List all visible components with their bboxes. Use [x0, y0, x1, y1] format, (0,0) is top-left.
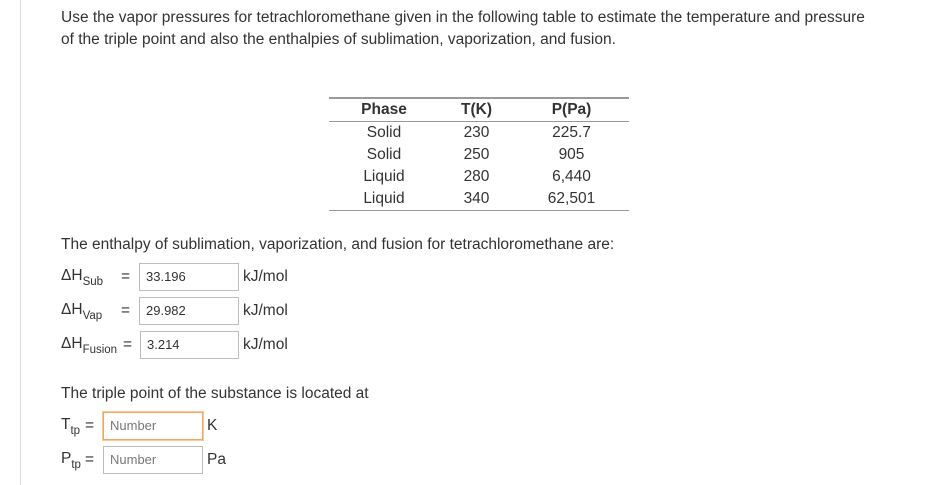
- table-header-row: [329, 98, 629, 122]
- triple-point-pressure-unit: Pa: [207, 451, 226, 468]
- enthalpy-heading: The enthalpy of sublimation, vaporization, and fusion for tetrachloromethane are:: [61, 236, 615, 253]
- question-text: [61, 7, 911, 51]
- triple-point-pressure-label: $P_{tp}$: [61, 449, 81, 471]
- table-row: [329, 122, 629, 145]
- enthalpy-sublimation-label: $\Delta H_{Sub}$: [61, 266, 104, 288]
- cell-pressure: 905: [558, 146, 585, 163]
- triple-point-pressure-input[interactable]: Number: [103, 446, 203, 474]
- enthalpy-fusion-input[interactable]: 3.214: [140, 331, 239, 359]
- enthalpy-fusion-unit: kJ/mol: [243, 336, 288, 353]
- header-phase: Phase: [329, 98, 439, 122]
- table-row: [329, 144, 629, 166]
- triple-point-pressure-row: [61, 445, 226, 475]
- vapor-pressure-table: [329, 97, 629, 211]
- cell-phase: Liquid: [329, 188, 439, 211]
- table-row: [329, 166, 629, 188]
- equals-sign: =: [85, 451, 95, 468]
- equals-sign: =: [85, 417, 95, 434]
- cell-pressure: 62,501: [514, 188, 629, 211]
- enthalpy-vaporization-unit: kJ/mol: [243, 302, 288, 319]
- triple-point-temperature-input[interactable]: Number: [103, 412, 203, 440]
- enthalpy-fusion-row: [61, 330, 288, 360]
- enthalpy-sublimation-input[interactable]: 33.196: [139, 263, 239, 291]
- cell-temperature: 280: [463, 168, 490, 185]
- enthalpy-vaporization-row: [61, 296, 288, 326]
- triple-point-heading: The triple point of the substance is located at: [61, 385, 369, 402]
- cell-pressure: 225.7: [552, 124, 591, 141]
- question-line-2: of the triple point and also the enthalpies of sublimation, vaporization, and fusion.: [61, 31, 616, 48]
- triple-point-temperature-label: $T_{tp}$: [61, 415, 81, 437]
- enthalpy-vaporization-input[interactable]: 29.982: [139, 297, 239, 325]
- header-temperature: T(K): [439, 98, 514, 122]
- equals-sign: =: [121, 302, 131, 319]
- triple-point-temperature-row: [61, 411, 217, 441]
- enthalpy-fusion-label: $\Delta H_{Fusion}$: [61, 334, 118, 356]
- enthalpy-sublimation-unit: kJ/mol: [243, 268, 288, 285]
- cell-phase: Solid: [366, 124, 402, 141]
- cell-phase: Solid: [366, 146, 402, 163]
- enthalpy-vaporization-label: $\Delta H_{Vap}$: [61, 300, 103, 322]
- question-line-1: Use the vapor pressures for tetrachloromethane given in the following table to estimate the temperature and pressure: [61, 9, 865, 26]
- enthalpy-sublimation-row: [61, 262, 288, 292]
- cell-temperature: 230: [463, 124, 490, 141]
- equals-sign: =: [121, 268, 131, 285]
- cell-phase: Liquid: [363, 168, 405, 185]
- table-row: [329, 188, 629, 211]
- header-pressure: P(Pa): [514, 98, 629, 122]
- triple-point-temperature-unit: K: [207, 417, 218, 434]
- cell-pressure: 6,440: [552, 168, 591, 185]
- equals-sign: =: [123, 336, 133, 353]
- left-divider: [20, 0, 21, 485]
- cell-temperature: 250: [463, 146, 490, 163]
- cell-temperature: 340: [439, 188, 514, 211]
